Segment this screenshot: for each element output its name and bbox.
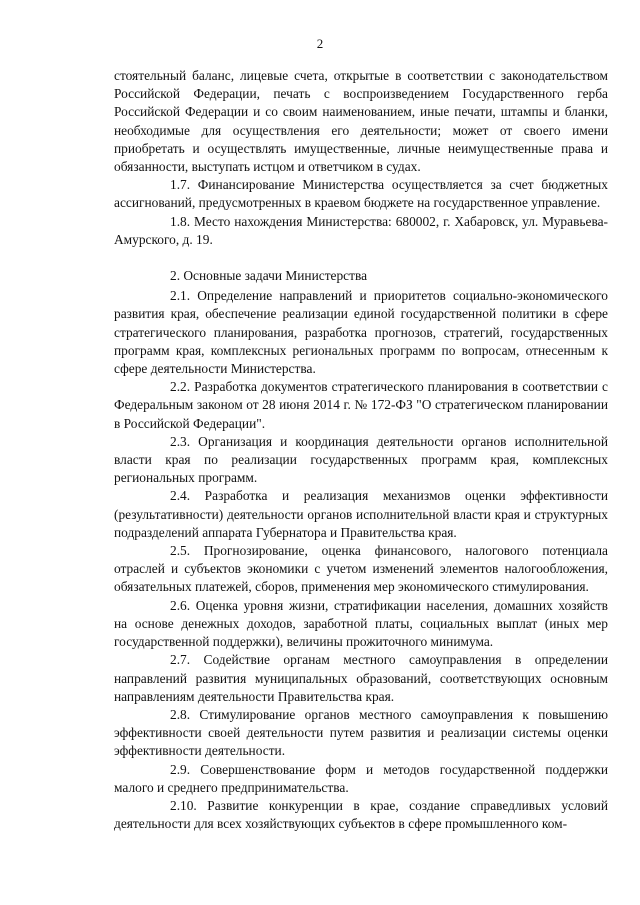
paragraph-2-8: 2.8. Стимулирование органов местного самоуправления к повышению эффективности своей деятельности путем развития и реализации системы оценки эффективности деятельности. <box>114 706 608 759</box>
section-heading-2: 2. Основные задачи Министерства <box>170 268 368 284</box>
document-body <box>114 67 608 833</box>
paragraph-2-4: 2.4. Разработка и реализация механизмов оценки эффективности (результативности) деятельности органов исполнительной власти края и структурных подразделений аппарата Губернатора и Правительства края. <box>114 488 608 540</box>
paragraph-2-10: 2.10. Развитие конкуренции в крае, создание справедливых условий деятельности для всех хозяйствующих субъектов в сфере промышленного ком- <box>114 797 608 832</box>
paragraph-2-6: 2.6. Оценка уровня жизни, стратификации населения, домашних хозяйств на основе денежных доходов, заработной платы, социальных выплат (иных мер государственной поддержки), величины прожиточного минимума. <box>114 597 608 650</box>
page-number: 2 <box>316 36 324 51</box>
paragraph-2-2: 2.2. Разработка документов стратегического планирования в соответствии с Федеральным законом от 28 июня 2014 г. № 172-ФЗ "О стратегическом планировании в Российской Федерации". <box>114 379 608 431</box>
paragraph-1-7: 1.7. Финансирование Министерства осуществляется за счет бюджетных ассигнований, предусмотренных в краевом бюджете на государственное управление. <box>114 177 608 211</box>
paragraph-2-3: 2.3. Организация и координация деятельности органов исполнительной власти края по реализации государственных программ края, комплексных региональных программ. <box>114 433 608 486</box>
paragraph-1-8: 1.8. Место нахождения Министерства: 680002, г. Хабаровск, ул. Муравьева-Амурского, д. 19. <box>114 213 608 247</box>
paragraph-2-1: 2.1. Определение направлений и приоритетов социально-экономического развития края, обеспечение реализации единой государственной политики в сфере стратегического планирования, разработка прогнозов, стратегий, государственных программ края, комплексных региональных программ по вопросам, отнесенным к сфере деятельности Министерства. <box>114 288 608 377</box>
paragraph-2-7: 2.7. Содействие органам местного самоуправления в определении направлений развития муниципальных образований, соответствующих основным направлениям деятельности Правительства края. <box>114 652 608 704</box>
paragraph-2-9: 2.9. Совершенствование форм и методов государственной поддержки малого и среднего предпринимательства. <box>114 761 608 795</box>
paragraph-continued: стоятельный баланс, лицевые счета, открытые в соответствии с законодательством Российской Федерации, печать с воспроизведением Государственного герба Российской Федерации и со своим наименованием, иные печати, штампы и бланки, необходимые для осуществления его деятельности; может от своего имени приобретать и осуществлять имущественные, личные неимущественные права и обязанности, выступать истцом и ответчиком в судах. <box>114 68 608 175</box>
paragraph-2-5: 2.5. Прогнозирование, оценка финансового, налогового потенциала отраслей и субъектов экономики с учетом изменений элементов налогообложения, обязательных платежей, сборов, применения мер экономического стимулирования. <box>114 543 608 595</box>
